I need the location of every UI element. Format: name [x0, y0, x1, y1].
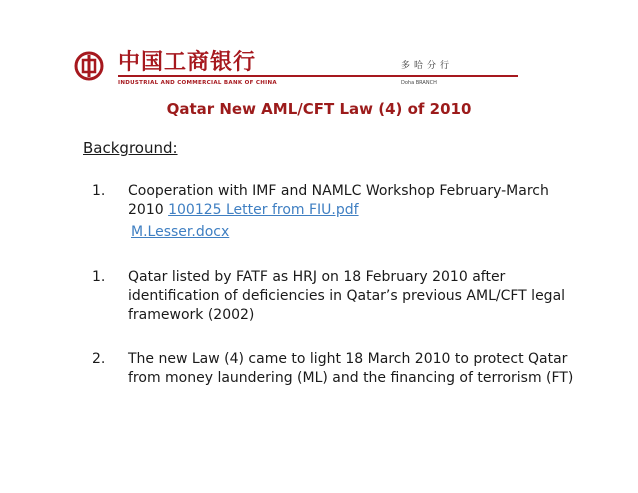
- fiu-letter-link[interactable]: 100125 Letter from FIU.pdf: [168, 202, 359, 218]
- icbc-logo-icon: [74, 51, 104, 81]
- branch-name-chinese: 多哈分行: [401, 61, 454, 71]
- list-item-number: 1.: [92, 269, 106, 285]
- bank-header: [66, 42, 518, 84]
- list-item-number: 2.: [92, 351, 106, 367]
- bank-name-chinese: 中国工商银行: [118, 50, 257, 75]
- branch-name-english: Doha BRANCH: [401, 80, 437, 86]
- list-item-text: Qatar listed by FATF as HRJ on 18 February 2010 after identification of deficiencies in Qatar’s previous AML/CFT legal framework (2002): [128, 269, 566, 323]
- header-divider: [118, 75, 518, 77]
- list-item-number: 1.: [92, 183, 106, 199]
- list-item-body: Cooperation with IMF and NAMLC Workshop February-March 2010: [128, 183, 549, 218]
- background-heading: Background:: [83, 139, 178, 157]
- list-item-text: The new Law (4) came to light 18 March 2010 to protect Qatar from money laundering (ML) and the financing of terrorism (FT): [128, 351, 574, 386]
- slide-title: Qatar New AML/CFT Law (4) of 2010: [166, 100, 472, 118]
- bank-name-english: INDUSTRIAL AND COMMERCIAL BANK OF CHINA: [118, 80, 277, 86]
- lesser-docx-link[interactable]: M.Lesser.docx: [131, 224, 230, 240]
- list-item-text: [128, 182, 578, 220]
